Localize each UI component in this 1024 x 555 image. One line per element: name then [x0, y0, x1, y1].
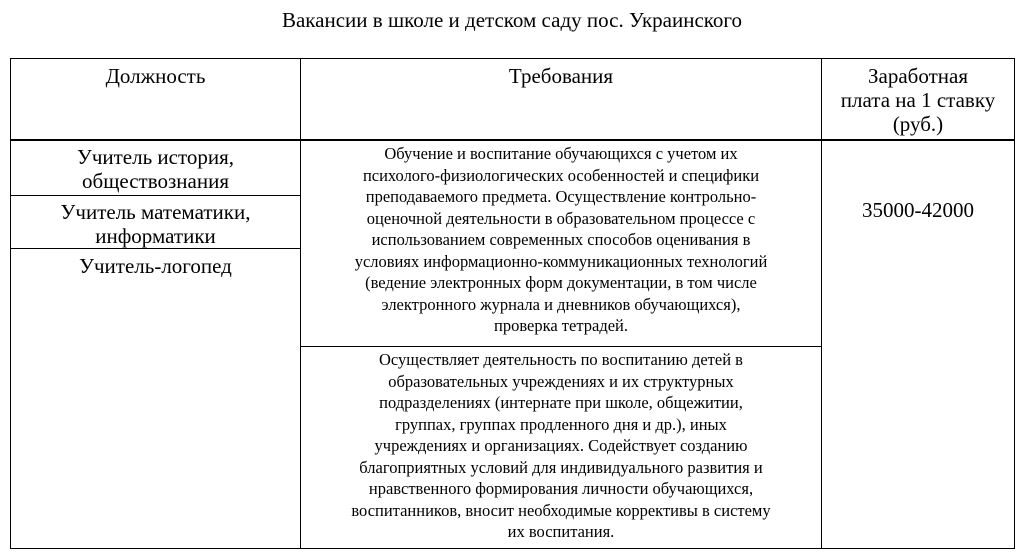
table-border-bottom: [10, 548, 1015, 549]
requirements-divider: [300, 346, 821, 347]
req-educator-line: Осуществляет деятельность по воспитанию детей в: [379, 350, 743, 369]
req-teachers-line: оценочной деятельности в образовательном процессе с: [366, 208, 756, 228]
req-teachers-line: психолого-физиологических особенностей и специфики: [362, 165, 760, 185]
req-educator-line: нравственного формирования личности обучающихся,: [368, 479, 754, 498]
header-salary: [822, 64, 1014, 136]
header-position: [11, 64, 300, 88]
position-history-line2: обществознания: [82, 169, 229, 193]
req-teachers-line: электронного журнала и дневников обучающихся),: [381, 294, 741, 314]
position-math-line2: информатики: [95, 224, 216, 248]
position-cell-history: [11, 145, 300, 193]
position-cell-speech-therapist: [11, 254, 300, 278]
header-requirements: [301, 64, 821, 88]
salary-cell: [822, 198, 1014, 222]
req-educator-line: благоприятных условий для индивидуального развития и: [359, 457, 763, 477]
req-teachers-line: (ведение электронных форм документации, в том числе: [365, 273, 757, 292]
req-educator-line: группах, группах продленного дня и др.), иных: [395, 414, 727, 434]
header-salary-line2: плата на 1 ставку: [840, 88, 996, 112]
table-border-top: [10, 58, 1015, 59]
salary-value: 35000-42000: [862, 198, 974, 222]
position-cell-math: [11, 200, 300, 248]
requirements-cell-teachers: [301, 143, 821, 337]
req-teachers-line: преподаваемого предмета. Осуществление контрольно-: [365, 187, 757, 206]
req-teachers-line: условиях информационно-коммуникационных технологий: [354, 251, 768, 271]
position-history-line1: Учитель история,: [76, 145, 235, 169]
req-educator-line: подразделениях (интернате при школе, общежитии,: [379, 393, 743, 412]
position-divider-2: [10, 248, 300, 249]
req-educator-line: учреждениях и организациях. Содействует созданию: [374, 436, 748, 455]
position-divider-1: [10, 195, 300, 196]
header-salary-line1: Заработная: [868, 64, 968, 88]
table-border-left: [10, 58, 11, 549]
header-position-label: Должность: [105, 64, 206, 88]
table-border-right: [1014, 58, 1015, 549]
req-teachers-line: Обучение и воспитание обучающихся с учетом их: [384, 144, 738, 163]
header-salary-line3: (руб.): [892, 112, 944, 136]
header-requirements-label: Требования: [508, 64, 614, 88]
table-border-header-bottom: [10, 139, 1015, 141]
page-title: Вакансии в школе и детском саду пос. Украинского: [281, 8, 743, 32]
req-educator-line: их воспитания.: [507, 522, 615, 541]
position-math-line1: Учитель математики,: [60, 200, 251, 224]
req-teachers-line: проверка тетрадей.: [493, 316, 628, 335]
requirements-cell-educator: [301, 349, 821, 543]
req-educator-line: образовательных учреждениях и их структурных: [388, 371, 734, 391]
position-speech-therapist-line1: Учитель-логопед: [79, 254, 232, 278]
req-teachers-line: использованием современных способов оценивания в: [371, 230, 751, 249]
req-educator-line: воспитанников, вносит необходимые коррективы в систему: [351, 500, 771, 520]
